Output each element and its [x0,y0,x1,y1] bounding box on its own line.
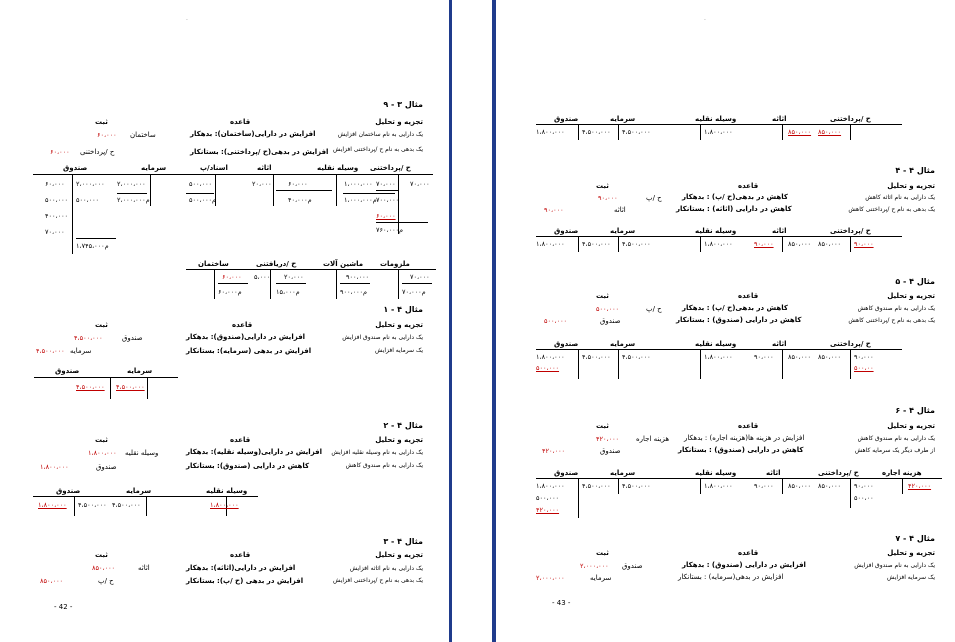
analysis-line: یک سرمایه افزایش [887,574,935,581]
record-debit-amount: ۱،۸۰۰،۰۰۰ [88,449,117,457]
record-credit-amount: ۲،۰۰۰،۰۰۰ [536,574,565,582]
t-account-divider [336,174,337,206]
t-account-title: صندوق [63,164,88,172]
analysis-line: یک بدهی به نام ح /پرداختنی کاهش [848,206,935,213]
analysis-header: تجزیه و تحلیل [887,182,935,190]
record-credit-name: ح /پ [98,577,114,585]
t-account-title: وسیله نقلیه [695,340,737,348]
example-heading: مثال ۴ - ۵ [895,277,935,286]
rule-line: افزایش در بدهی (سرمایه): بستانکار [186,347,312,355]
t-account-rule [33,174,433,175]
t-account-divider [273,174,274,206]
t-account-title: وسیله نقلیه [695,227,737,235]
record-debit-name: اثاثه [138,564,150,572]
record-header: ثبت [596,182,609,190]
rule-line: افزایش در دارایی(وسیله نقلیه): بدهکار [186,448,323,456]
t-account-title: صندوق [554,227,579,235]
record-header: ثبت [95,436,108,444]
t-account-title: وسیله نقلیه [695,469,737,477]
analysis-header: تجزیه و تحلیل [375,551,423,559]
t-account-title: سرمایه [127,367,153,375]
record-debit-amount: ۴۲۰،۰۰۰ [596,435,620,443]
rule-header: قاعده [738,549,759,557]
record-header: ثبت [596,292,609,300]
t-account-title: صندوق [56,487,81,495]
analysis-line: یک دارایی به نام اثاثه کاهش [865,194,935,201]
record-credit-amount: ۱،۸۰۰،۰۰۰ [40,463,69,471]
analysis-line: یک دارایی به نام اثاثه افزایش [349,565,423,572]
analysis-line: یک دارایی به نام صندوق کاهش [857,305,935,312]
analysis-header: تجزیه و تحلیل [887,292,935,300]
analysis-header: تجزیه و تحلیل [887,422,935,430]
record-debit-name: ساختمان [130,131,156,139]
analysis-line: یک دارایی به نام وسیله نقلیه افزایش [331,449,423,456]
record-credit-name: صندوق [96,463,117,471]
rule-line: کاهش در دارایی (اثاثه) : بستانکار [676,205,792,213]
analysis-line: یک دارایی به نام ساختمان افزایش [337,131,423,138]
t-account-title: ح /پرداختنی [830,340,871,348]
analysis-line: یک بدهی به نام ح /پرداختنی کاهش [848,317,935,324]
rule-line: افزایش در بدهی(سرمایه) : بستانکار [678,573,784,581]
record-header: ثبت [95,551,108,559]
t-account-title: ح /دریافتنی [256,260,297,268]
t-account-title: ماشین آلات [323,260,364,268]
analysis-line: یک دارایی به نام صندوق افزایش [342,334,423,341]
record-debit-name: ح /پ [646,305,662,313]
rule-line: کاهش در دارایی (صندوق) : بستانکار [678,446,804,454]
analysis-line: یک سرمایه افزایش [375,347,423,354]
rule-line: افزایش در بدهی (ح /پ): بستانکار [186,577,304,585]
record-debit-amount: ۵۰۰،۰۰۰ [596,305,620,313]
t-account-title: سرمایه [141,164,167,172]
record-credit-amount: ۶۰،۰۰۰ [50,148,70,156]
record-debit-amount: ۹۰،۰۰۰ [598,194,618,202]
t-account-title: وسیله نقلیه [317,164,359,172]
rule-header: قاعده [738,422,759,430]
page-gutter [449,0,496,642]
t-account-title: سرمایه [610,227,636,235]
record-debit-amount: ۲،۰۰۰،۰۰۰ [580,562,609,570]
t-account-title: اسناد/پ [200,164,228,172]
analysis-line: یک دارایی به نام صندوق کاهش [857,435,935,442]
record-debit-amount: ۴،۵۰۰،۰۰۰ [74,334,103,342]
t-account-title: ح /پرداختنی [830,227,871,235]
example-heading: مثال ۴ - ۲ [383,421,423,430]
record-credit-name: سرمایه [590,574,612,582]
t-account-title: اثاثه [772,340,787,348]
rule-header: قاعده [230,436,251,444]
t-account-title: وسیله نقلیه [695,115,737,123]
t-account-divider [150,174,151,206]
record-debit-name: صندوق [122,334,143,342]
t-account-title: ساختمان [198,260,229,268]
record-debit-name: وسیله نقلیه [125,449,159,457]
t-account-title: اثاثه [772,227,787,235]
page-mark: - [704,17,706,23]
rule-line: کاهش در دارایی (صندوق) : بستانکار [676,316,802,324]
analysis-header: تجزیه و تحلیل [887,549,935,557]
rule-header: قاعده [230,551,251,559]
page-number: - 42 - [54,603,73,611]
t-account-title: سرمایه [126,487,152,495]
record-credit-name: اثاثه [614,206,626,214]
record-credit-amount: ۵۰۰،۰۰۰ [544,317,568,325]
example-heading: مثال ۴ - ۴ [895,166,935,175]
t-account-title: ح /پرداختنی [370,164,411,172]
rule-line: افزایش در بدهی(ح /پرداختنی): بستانکار [190,148,329,156]
page-separator-left [449,0,452,642]
record-header: ثبت [596,549,609,557]
rule-header: قاعده [232,321,253,329]
rule-line: کاهش در دارایی (صندوق): بستانکار [186,462,310,470]
example-heading: مثال ۴ - ۷ [895,534,935,543]
rule-header: قاعده [230,118,251,126]
t-account-title: صندوق [55,367,80,375]
rule-line: افزایش در هزینه ها(هزینه اجاره) : بدهکار [684,434,805,442]
rule-line: افزایش در دارایی(صندوق): بدهکار [186,333,306,341]
record-credit-amount: ۸۵۰،۰۰۰ [40,577,64,585]
t-account-title: هزینه اجاره [882,469,922,477]
t-account-divider [72,174,73,254]
rule-line: افزایش در دارایی(ساختمان): بدهکار [190,130,316,138]
record-credit-name: ح /پرداختنی [80,148,115,156]
record-debit-name: هزینه اجاره [636,435,670,443]
record-debit-amount: ۶۰،۰۰۰ [97,131,117,139]
record-debit-amount: ۸۵۰،۰۰۰ [92,564,116,572]
t-account-title: سرمایه [610,469,636,477]
analysis-line: از طرف دیگر یک سرمایه کاهش [854,447,935,454]
example-heading: مثال ۴ - ۳ [383,537,423,546]
t-account-title: ملزومات [380,260,410,268]
analysis-line: یک بدهی به نام ح /پرداختنی افزایش [333,577,423,584]
analysis-header: تجزیه و تحلیل [375,321,423,329]
analysis-line: یک دارایی به نام صندوق افزایش [854,562,935,569]
page-number: - 43 - [552,599,571,607]
record-credit-amount: ۴،۵۰۰،۰۰۰ [36,347,65,355]
example-heading: مثال ۴ - ۶ [895,406,935,415]
t-account-title: ح /پرداختنی [830,115,871,123]
t-account-title: سرمایه [610,115,636,123]
t-account-title: صندوق [554,115,579,123]
record-credit-amount: ۹۰،۰۰۰ [544,206,564,214]
record-debit-name: ح /پ [646,194,662,202]
record-header: ثبت [596,422,609,430]
t-account-title: صندوق [554,469,579,477]
t-account-title: اثاثه [257,164,272,172]
analysis-line: یک دارایی به نام صندوق کاهش [345,462,423,469]
t-account-title: سرمایه [610,340,636,348]
rule-line: افزایش در دارایی (صندوق) : بدهکار [682,561,806,569]
record-debit-name: صندوق [622,562,643,570]
record-credit-amount: ۴۲۰،۰۰۰ [542,447,566,455]
t-account-title: اثاثه [766,469,781,477]
t-account-title: اثاثه [772,115,787,123]
page-mark: - [186,17,188,23]
analysis-header: تجزیه و تحلیل [375,118,423,126]
t-account-title: صندوق [554,340,579,348]
rule-line: کاهش در بدهی(ح /پ) : بدهکار [682,193,788,201]
analysis-line: یک بدهی به نام ح /پرداختنی افزایش [333,146,423,153]
rule-line: کاهش در بدهی(ح /پ) : بدهکار [682,304,788,312]
record-credit-name: صندوق [600,447,621,455]
page-43: - ح /پرداختنی اثاثه وسیله نقلیه سرمایه صندوق ۸۵۰،۰۰۰ ۸۵۰،۰۰۰ ۱،۸۰۰،۰۰۰ ۴،۵۰۰،۰۰۰ ۴،۵۰۰،۰۰۰ ۱،۸۰۰،۰۰۰ مثال ۴ - ۴ تجزیه و تحلیل قاعده ثبت یک دارایی به نام اثاثه کاهش یک بدهی به نام ح /پرداختنی کاهش کاهش در بدهی(ح /پ) : بدهکار کاهش در دارایی (اثاثه) : بستانکار ح /پ ۹۰،۰۰۰ اثاثه ۹۰،۰۰۰ ح /پرداختنی اثاثه وسیله نقلیه سرمایه صندوق ۹۰،۰۰۰ ۸۵۰،۰۰۰ ۸۵۰،۰۰۰ ۹۰،۰۰۰ ۱،۸۰۰،۰۰۰ ۴،۵۰۰،۰۰۰ ۴،۵۰۰،۰۰۰ ۱،۸۰۰،۰۰۰ مثال ۴ - ۵ تجزیه و تحلیل قاعده ثبت یک دارایی به نام صندوق کاهش یک بدهی به نام ح /پرداختنی کاهش کاهش در بدهی(ح /پ) : بدهکار کاهش در دارایی (صندوق) : بستانکار ح /پ ۵۰۰،۰۰۰ صندوق ۵۰۰،۰۰۰ ح /پرداختنی اثاثه وسیله نقلیه سرمایه صندوق ۹۰،۰۰۰ ۸۵۰،۰۰۰ ۸۵۰،۰۰۰ ۹۰،۰۰۰ ۱،۸۰۰،۰۰۰ ۴،۵۰۰،۰۰۰ ۴،۵۰۰،۰۰۰ ۱،۸۰۰،۰۰۰ ۵۰۰،۰۰ ۵۰۰،۰۰۰ مثال ۴ - ۶ تجزیه و تحلیل قاعده ثبت یک دارایی به نام صندوق کاهش از طرف دیگر یک سرمایه کاهش افزایش در هزینه ها(هزینه اجاره) : بدهکار کاهش در دارایی (صندوق) : بستانکار هزینه اجاره ۴۲۰،۰۰۰ صندوق ۴۲۰،۰۰۰ هزینه اجاره ح /پرداختنی اثاثه وسیله نقلیه سرمایه صندوق ۴۲۰،۰۰۰ ۹۰،۰۰۰ ۸۵۰،۰۰۰ ۸۵۰،۰۰۰ ۹۰،۰۰۰ ۱،۸۰۰،۰۰۰ ۴،۵۰۰،۰۰۰ ۴،۵۰۰،۰۰۰ ۱،۸۰۰،۰۰۰ ۵۰۰،۰۰ ۵۰۰،۰۰۰ ۴۲۰،۰۰۰ مثال ۴ - ۷ تجزیه و تحلیل قاعده ثبت یک دارایی به نام صندوق افزایش یک سرمایه افزایش افزایش در دارایی (صندوق) : بدهکار افزایش در بدهی(سرمایه) : بستانکار صندوق ۲،۰۰۰،۰۰۰ سرمایه ۲،۰۰۰،۰۰۰ - 43 - [496,0,955,642]
record-credit-name: صندوق [600,317,621,325]
record-header: ثبت [95,118,108,126]
record-credit-name: سرمایه [70,347,92,355]
example-heading: مثال ۳ - ۹ [383,100,423,109]
t-account-title: وسیله نقلیه [206,487,248,495]
rule-header: قاعده [738,182,759,190]
t-account-title: ح /پرداختنی [818,469,859,477]
analysis-header: تجزیه و تحلیل [375,436,423,444]
rule-header: قاعده [738,292,759,300]
page-42: - مثال ۳ - ۹ تجزیه و تحلیل قاعده ثبت یک دارایی به نام ساختمان افزایش یک بدهی به نام ح /پرداختنی افزایش افزایش در دارایی(ساختمان): بدهکار افزایش در بدهی(ح /پرداختنی): بستانکار ساختمان ۶۰،۰۰۰ ح /پرداختنی ۶۰،۰۰۰ ح /پرداختنی وسیله نقلیه اثاثه اسناد/پ سرمایه صندوق ۷۰،۰۰۰ ۷۰،۰۰۰ ۱،۰۰۰،۰۰۰ ۶۰،۰۰۰ ۲۰،۰۰۰ ۵۰۰،۰۰۰ ۲،۰۰۰،۰۰۰ ۲،۰۰۰،۰۰۰ ۶۰،۰۰۰ ۷۰۰،۰۰۰ م۱،۰۰۰،۰۰۰ م۴۰،۰۰۰ م۵۰۰،۰۰۰ م۲،۰۰۰،۰۰۰ ۵۰۰،۰۰۰ ۵۰۰،۰۰۰ ۶۰،۰۰۰ ۴۰۰،۰۰۰ م۷۶۰،۰۰۰ ۷۰،۰۰۰ م۱،۷۴۵،۰۰۰ ملزومات ماشین آلات ح /دریافتنی ساختمان ۷۰،۰۰۰ ۹۰۰،۰۰۰ ۲۰،۰۰۰ ۵،۰۰۰ ۶۰،۰۰۰ م۷۰،۰۰۰ م۹۰۰،۰۰۰ م۱۵،۰۰۰ م۶۰،۰۰۰ مثال ۴ - ۱ تجزیه و تحلیل قاعده ثبت یک دارایی به نام صندوق افزایش یک سرمایه افزایش افزایش در دارایی(صندوق): بدهکار افزایش در بدهی (سرمایه): بستانکار صندوق ۴،۵۰۰،۰۰۰ سرمایه ۴،۵۰۰،۰۰۰ سرمایه صندوق ۴،۵۰۰،۰۰۰ ۴،۵۰۰،۰۰۰ مثال ۴ - ۲ تجزیه و تحلیل قاعده ثبت یک دارایی به نام وسیله نقلیه افزایش یک دارایی به نام صندوق کاهش افزایش در دارایی(وسیله نقلیه): بدهکار کاهش در دارایی (صندوق): بستانکار وسیله نقلیه ۱،۸۰۰،۰۰۰ صندوق ۱،۸۰۰،۰۰۰ وسیله نقلیه سرمایه صندوق ۱،۸۰۰،۰۰۰ ۴،۵۰۰،۰۰۰ ۴،۵۰۰،۰۰۰ ۱،۸۰۰،۰۰۰ مثال ۴ - ۳ تجزیه و تحلیل قاعده ثبت یک دارایی به نام اثاثه افزایش یک بدهی به نام ح /پرداختنی افزایش افزایش در دارایی(اثاثه): بدهکار افزایش در بدهی (ح /پ): بستانکار اثاثه ۸۵۰،۰۰۰ ح /پ ۸۵۰،۰۰۰ - 42 - [0,0,449,642]
t-account-divider [398,174,399,234]
example-heading: مثال ۴ - ۱ [383,305,423,314]
record-header: ثبت [95,321,108,329]
rule-line: افزایش در دارایی(اثاثه): بدهکار [186,564,296,572]
